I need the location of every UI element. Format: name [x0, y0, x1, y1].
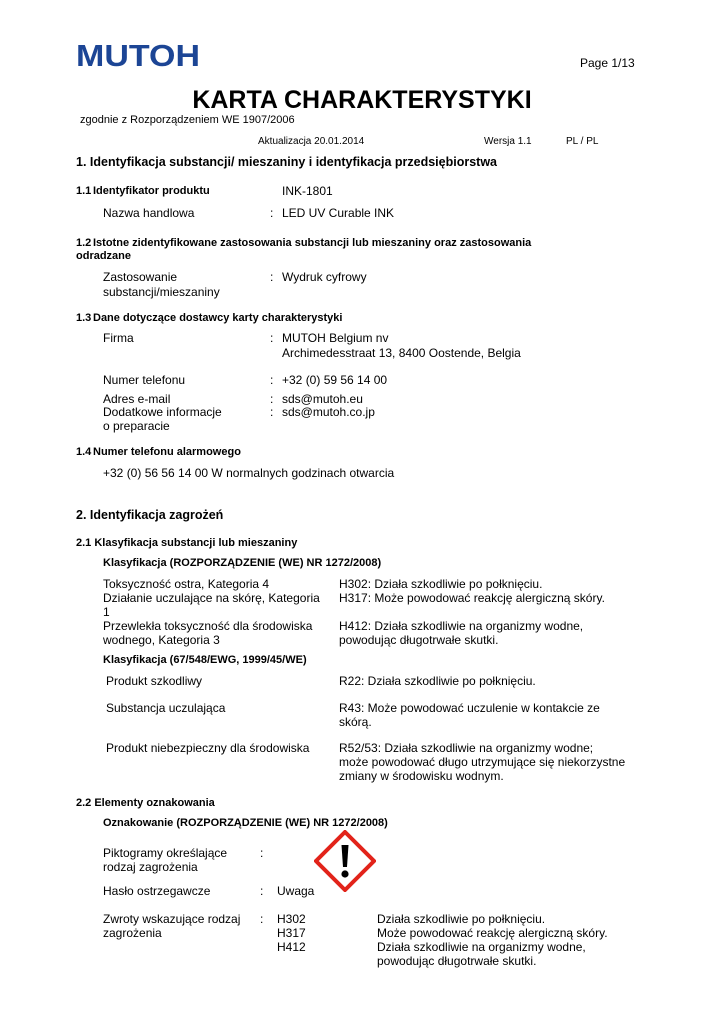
phone-colon: :: [270, 373, 274, 387]
trade-name-value: LED UV Curable INK: [282, 206, 395, 220]
dsd-row-3-right-line3: zmiany w środowisku wodnym.: [339, 769, 504, 783]
update-date: Aktualizacja 20.01.2014: [258, 136, 365, 147]
section-1-4-title: Numer telefonu alarmowego: [93, 446, 241, 458]
company-label: Firma: [103, 331, 134, 345]
section-1-2-title-line2: odradzane: [76, 250, 132, 262]
hazard-statements-label-line1: Zwroty wskazujące rodzaj: [103, 912, 241, 926]
hazard-code-h317: H317: [277, 926, 306, 940]
page-number: Page 1/13: [580, 56, 635, 70]
section-1-number: 1.: [76, 155, 87, 169]
company-name: MUTOH Belgium nv: [282, 331, 389, 345]
dsd-row-1-left: Produkt szkodliwy: [106, 674, 203, 688]
emergency-phone-value: +32 (0) 56 56 14 00 W normalnych godzinach otwarcia: [103, 466, 395, 480]
use-colon: :: [270, 270, 274, 284]
section-1-heading: [76, 155, 497, 170]
language: PL / PL: [566, 136, 599, 147]
company-address: Archimedesstraat 13, 8400 Oostende, Belgia: [282, 346, 521, 360]
info-label-line2: o preparacie: [103, 419, 170, 433]
use-label-line2: substancji/mieszaniny: [103, 285, 220, 299]
use-label-line1: Zastosowanie: [103, 270, 178, 284]
section-1-4-number: 1.4: [76, 446, 92, 458]
pictogram-label-line2: rodzaj zagrożenia: [103, 860, 198, 874]
hazard-text-3-line2: powodując długotrwałe skutki.: [377, 954, 537, 968]
phone-label: Numer telefonu: [103, 373, 186, 387]
dsd-row-3-right-line1: R52/53: Działa szkodliwie na organizmy wodne;: [339, 741, 594, 755]
clp-row-1-left: Toksyczność ostra, Kategoria 4: [103, 577, 270, 591]
dsd-classification-title: Klasyfikacja (67/548/EWG, 1999/45/WE): [103, 654, 307, 666]
hazard-code-h412: H412: [277, 940, 306, 954]
clp-row-3-right-line2: powodując długotrwałe skutki.: [339, 633, 499, 647]
pictogram-label-line1: Piktogramy określające: [103, 846, 228, 860]
document-title: KARTA CHARAKTERYSTYKI: [192, 86, 532, 114]
hazard-statements-label-line2: zagrożenia: [103, 926, 162, 940]
exclamation-mark-pictogram-icon: [314, 830, 376, 892]
section-1-1-number: 1.1: [76, 185, 92, 197]
section-1-2-title-line1: Istotne zidentyfikowane zastosowania substancji lub mieszaniny oraz zastosowania: [93, 237, 532, 249]
dsd-row-2-right-line1: R43: Może powodować uczulenie w kontakcie ze: [339, 701, 600, 715]
section-2-2-title: 2.2 Elementy oznakowania: [76, 797, 215, 809]
svg-text:MUTOH: MUTOH: [76, 40, 200, 70]
product-identifier: INK-1801: [282, 184, 333, 198]
dsd-row-3-left: Produkt niebezpieczny dla środowiska: [106, 741, 310, 755]
info-colon: :: [270, 405, 274, 419]
hazard-statements-colon: :: [260, 912, 264, 926]
hazard-text-3-line1: Działa szkodliwie na organizmy wodne,: [377, 940, 586, 954]
email-label: Adres e-mail: [103, 392, 171, 406]
signal-word-colon: :: [260, 884, 264, 898]
trade-name-colon: :: [270, 206, 274, 220]
clp-row-2-left-line2: 1: [103, 605, 110, 619]
email-value: sds@mutoh.eu: [282, 392, 363, 406]
hazard-text-2: Może powodować reakcję alergiczną skóry.: [377, 926, 608, 940]
hazard-code-h302: H302: [277, 912, 306, 926]
section-1-title: Identyfikacja substancji/ mieszaniny i identyfikacja przedsiębiorstwa: [89, 155, 498, 169]
clp-row-1-right: H302: Działa szkodliwie po połknięciu.: [339, 577, 543, 591]
signal-word-value: Uwaga: [277, 884, 315, 898]
labelling-title: Oznakowanie (ROZPORZĄDZENIE (WE) NR 1272/2008): [103, 817, 388, 829]
section-2-1-title: 2.1 Klasyfikacja substancji lub mieszaniny: [76, 537, 298, 549]
clp-row-2-left-line1: Działanie uczulające na skórę, Kategoria: [103, 591, 320, 605]
trade-name-label: Nazwa handlowa: [103, 206, 195, 220]
clp-row-2-right: H317: Może powodować reakcję alergiczną skóry.: [339, 591, 605, 605]
section-1-3-title: Dane dotyczące dostawcy karty charakterystyki: [93, 312, 343, 324]
section-1-2-number: 1.2: [76, 237, 92, 249]
dsd-row-2-left: Substancja uczulająca: [106, 701, 226, 715]
section-2-heading: [76, 508, 223, 523]
mutoh-logo: [76, 40, 202, 70]
hazard-text-1: Działa szkodliwie po połknięciu.: [377, 912, 546, 926]
use-value: Wydruk cyfrowy: [282, 270, 367, 284]
section-2-number: 2.: [76, 508, 87, 522]
section-2-title: Identyfikacja zagrożeń: [89, 508, 224, 522]
info-value: sds@mutoh.co.jp: [282, 405, 375, 419]
clp-row-3-left-line1: Przewlekła toksyczność dla środowiska: [103, 619, 313, 633]
company-colon: :: [270, 331, 274, 345]
clp-row-3-left-line2: wodnego, Kategoria 3: [103, 633, 220, 647]
pictogram-colon: :: [260, 846, 264, 860]
regulation-note: zgodnie z Rozporządzeniem WE 1907/2006: [80, 114, 295, 126]
dsd-row-2-right-line2: skórą.: [339, 715, 372, 729]
email-colon: :: [270, 392, 274, 406]
section-1-1-title: Identyfikator produktu: [93, 185, 210, 197]
info-label-line1: Dodatkowe informacje: [103, 405, 222, 419]
dsd-row-1-right: R22: Działa szkodliwie po połknięciu.: [339, 674, 536, 688]
section-1-3-number: 1.3: [76, 312, 92, 324]
clp-classification-title: Klasyfikacja (ROZPORZĄDZENIE (WE) NR 1272/2008): [103, 557, 382, 569]
signal-word-label: Hasło ostrzegawcze: [103, 884, 211, 898]
phone-value: +32 (0) 59 56 14 00: [282, 373, 388, 387]
dsd-row-3-right-line2: może powodować długo utrzymujące się niekorzystne: [339, 755, 626, 769]
version: Wersja 1.1: [484, 136, 532, 147]
clp-row-3-right-line1: H412: Działa szkodliwie na organizmy wodne,: [339, 619, 584, 633]
